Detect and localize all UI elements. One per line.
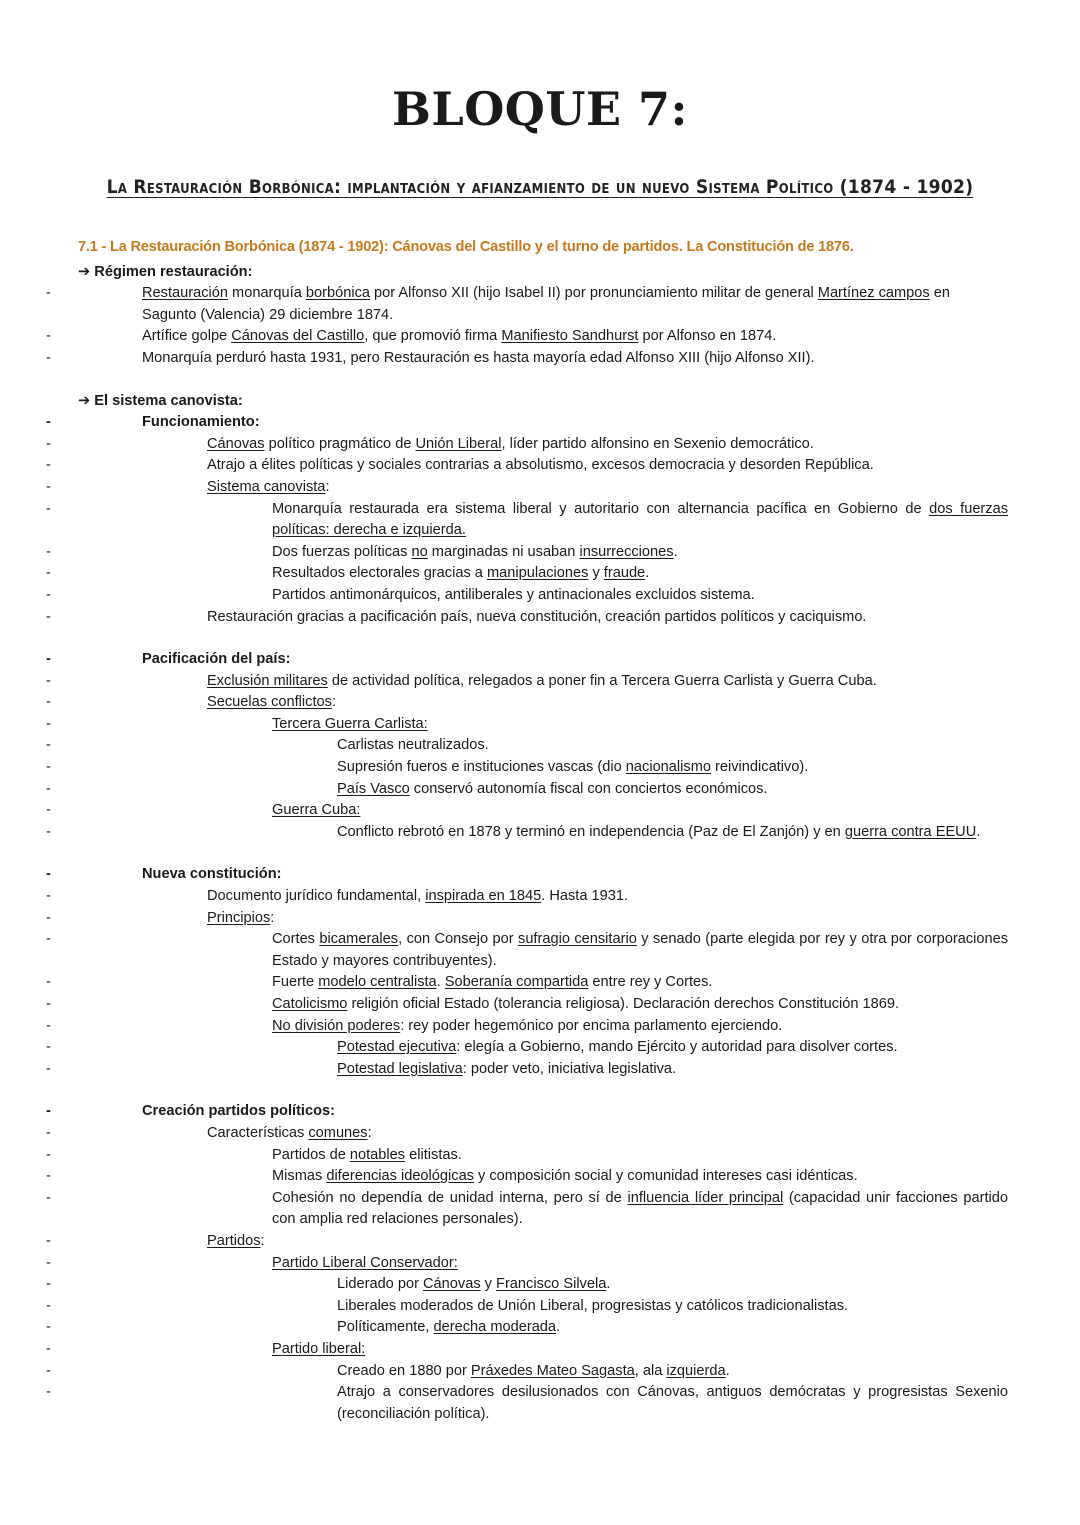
pacificacion-list: [78, 649, 1008, 843]
list-item: - Cohesión no dependía de unidad interna, pero sí de influencia líder principal (capacidad unir facciones partido con amplia red relaciones personales).: [78, 1188, 1008, 1231]
partidos-list: [78, 1101, 1008, 1425]
list-item: - Restauración gracias a pacificación país, nueva constitución, creación partidos políticos y caciquismo.: [78, 607, 1008, 629]
sistema-heading: ➔ El sistema canovista:: [78, 392, 243, 409]
page-subtitle: La Restauración Borbónica: implantación y afianzamiento de un nuevo Sistema Político (1874 - 1902): [106, 176, 974, 198]
list-item: - Cánovas político pragmático de Unión Liberal, líder partido alfonsino en Sexenio democrático.: [78, 434, 1008, 456]
list-item: - Liderado por Cánovas y Francisco Silvela.: [78, 1274, 1008, 1296]
list-item: - Tercera Guerra Carlista:: [78, 714, 1008, 736]
list-item: - Conflicto rebrotó en 1878 y terminó en independencia (Paz de El Zanjón) y en guerra contra EEUU.: [78, 822, 1008, 844]
list-item: - Exclusión militares de actividad política, relegados a poner fin a Tercera Guerra Carlista y Guerra Cuba.: [78, 671, 1008, 693]
list-item: - Partidos:: [78, 1231, 1008, 1253]
page-title: BLOQUE 7:: [391, 82, 689, 136]
list-item: - Atrajo a conservadores desilusionados con Cánovas, antiguos demócratas y progresistas Sexenio (reconciliación política).: [78, 1382, 1008, 1425]
list-item: - Resultados electorales gracias a manipulaciones y fraude.: [78, 563, 1008, 585]
list-item: - País Vasco conservó autonomía fiscal con conciertos económicos.: [78, 779, 1008, 801]
list-item: - Liberales moderados de Unión Liberal, progresistas y católicos tradicionalistas.: [78, 1296, 1008, 1318]
list-item: - Catolicismo religión oficial Estado (tolerancia religiosa). Declaración derechos Constitución 1869.: [78, 994, 1008, 1016]
regimen-list: [78, 283, 1008, 369]
list-item: - Supresión fueros e instituciones vascas (dio nacionalismo reivindicativo).: [78, 757, 1008, 779]
list-item: - Carlistas neutralizados.: [78, 735, 1008, 757]
list-item: - Partidos antimonárquicos, antiliberales y antinacionales excluidos sistema.: [78, 585, 1008, 607]
list-item: - Partidos de notables elitistas.: [78, 1145, 1008, 1167]
list-item: - Secuelas conflictos:: [78, 692, 1008, 714]
regimen-heading: ➔ Régimen restauración:: [78, 263, 253, 280]
list-item: - Artífice golpe Cánovas del Castillo, que promovió firma Manifiesto Sandhurst por Alfonso en 1874.: [78, 326, 1008, 348]
pacificacion-heading: - Pacificación del país:: [78, 649, 1008, 671]
partidos-heading: - Creación partidos políticos:: [78, 1101, 1008, 1123]
constitucion-heading: - Nueva constitución:: [78, 864, 1008, 886]
list-item: - Restauración monarquía borbónica por Alfonso XII (hijo Isabel II) por pronunciamiento militar de general Martínez campos en Sagunto (Valencia) 29 diciembre 1874.: [78, 283, 1008, 326]
list-item: - No división poderes: rey poder hegemónico por encima parlamento ejerciendo.: [78, 1016, 1008, 1038]
funcionamiento-heading: - Funcionamiento:: [78, 412, 1008, 434]
list-item: - Características comunes:: [78, 1123, 1008, 1145]
list-item: - Sistema canovista:: [78, 477, 1008, 499]
list-item: - Principios:: [78, 908, 1008, 930]
list-item: - Fuerte modelo centralista. Soberanía compartida entre rey y Cortes.: [78, 972, 1008, 994]
constitucion-list: [78, 864, 1008, 1080]
document-body: [78, 237, 1008, 1425]
list-item: - Guerra Cuba:: [78, 800, 1008, 822]
list-item: - Dos fuerzas políticas no marginadas ni usaban insurrecciones.: [78, 542, 1008, 564]
list-item: - Potestad legislativa: poder veto, iniciativa legislativa.: [78, 1059, 1008, 1081]
list-item: - Cortes bicamerales, con Consejo por sufragio censitario y senado (parte elegida por rey y otra por corporaciones Estado y mayores contribuyentes).: [78, 929, 1008, 972]
list-item: - Partido Liberal Conservador:: [78, 1253, 1008, 1275]
list-item: - Atrajo a élites políticas y sociales contrarias a absolutismo, excesos democracia y desorden República.: [78, 455, 1008, 477]
sistema-list: [78, 412, 1008, 628]
list-item: - Mismas diferencias ideológicas y composición social y comunidad intereses casi idénticas.: [78, 1166, 1008, 1188]
list-item: - Monarquía perduró hasta 1931, pero Restauración es hasta mayoría edad Alfonso XIII (hijo Alfonso XII).: [78, 348, 1008, 370]
list-item: - Políticamente, derecha moderada.: [78, 1317, 1008, 1339]
list-item: - Monarquía restaurada era sistema liberal y autoritario con alternancia pacífica en Gobierno de dos fuerzas políticas: derecha e izquierda.: [78, 499, 1008, 542]
list-item: - Creado en 1880 por Práxedes Mateo Sagasta, ala izquierda.: [78, 1361, 1008, 1383]
list-item: - Potestad ejecutiva: elegía a Gobierno, mando Ejército y autoridad para disolver cortes.: [78, 1037, 1008, 1059]
list-item: - Documento jurídico fundamental, inspirada en 1845. Hasta 1931.: [78, 886, 1008, 908]
section-heading: 7.1 - La Restauración Borbónica (1874 - 1902): Cánovas del Castillo y el turno de partidos. La Constitución de 1876.: [78, 239, 854, 255]
list-item: - Partido liberal:: [78, 1339, 1008, 1361]
